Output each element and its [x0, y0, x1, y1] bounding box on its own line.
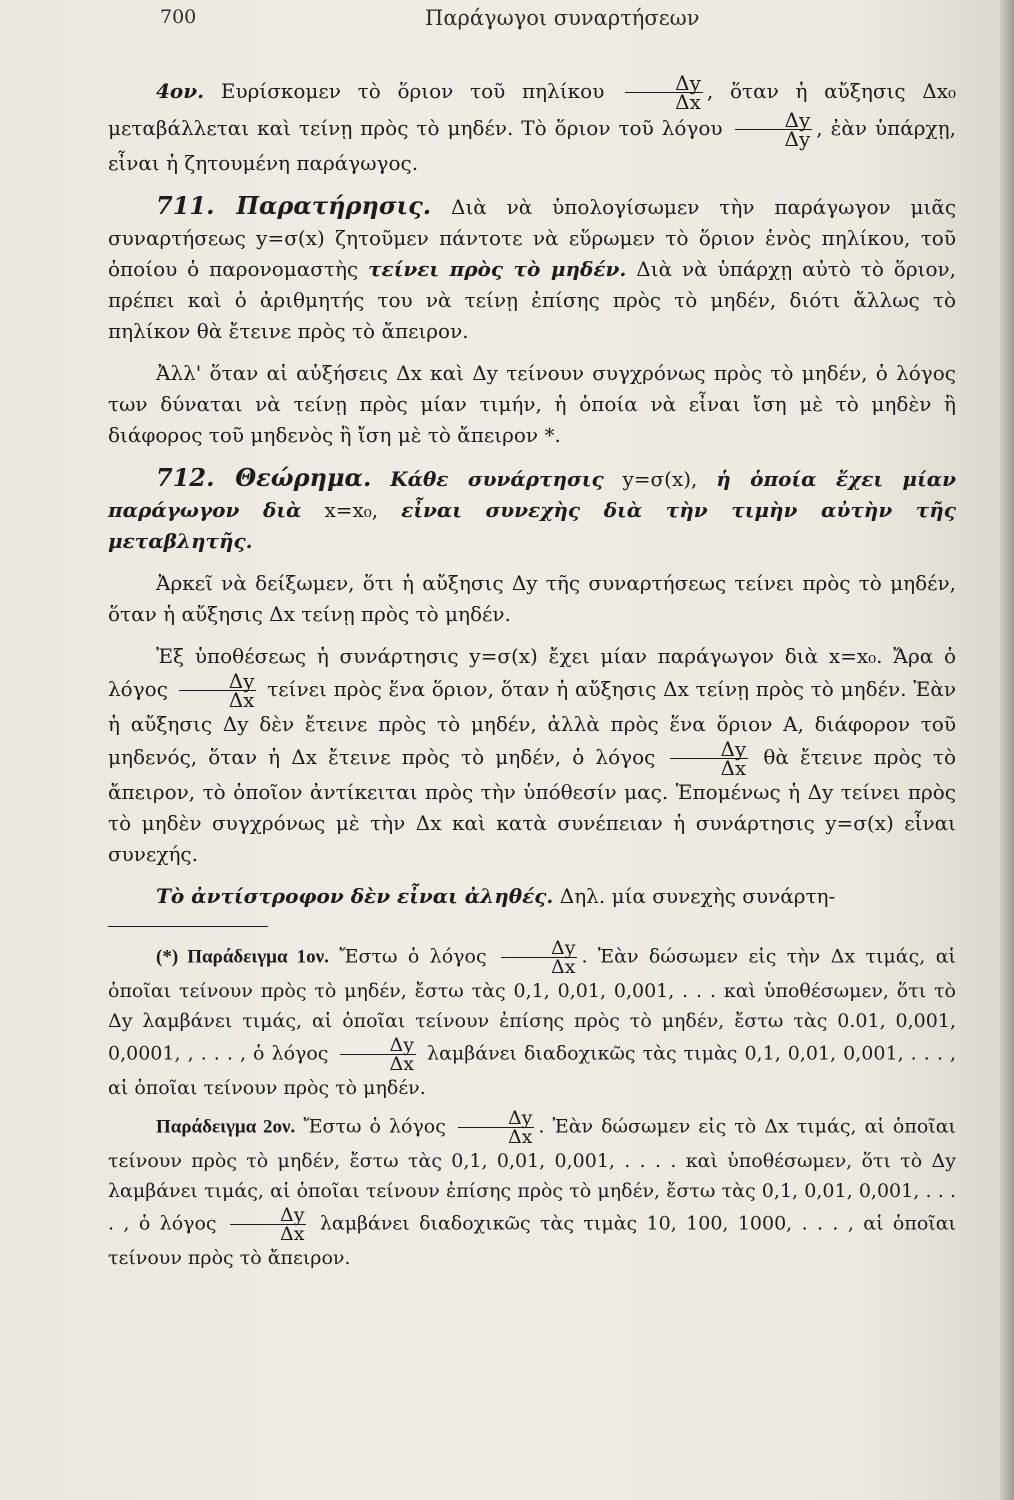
fraction-denominator: Δy — [784, 127, 811, 151]
theorem-statement-1: Κάθε συνάρτησις — [390, 467, 604, 491]
section-712-title: 712. Θεώρημα. — [156, 463, 372, 492]
proof-text-c: θὰ ἔτεινε πρὸς τὸ ἄπειρον, τὸ ὁποῖον ἀντίκειται πρὸς τὴν ὑπόθεσίν μας. Ἑπομένως ἡ Δy τείνει πρὸς τὸ μηδὲν συγχρόνως μὲ τὴν Δx καὶ κατὰ συνέπειαν ἡ συνάρτησις y=σ(x) εἶναι συνεχής. — [108, 745, 957, 866]
fraction — [625, 71, 703, 114]
proof-text-b: τείνει πρὸς ἕνα ὅριον, ὅταν ἡ αὔξησις Δx τείνῃ πρὸς τὸ μηδέν. Ἐὰν ἡ αὔξησις Δy δὲν ἔτεινε πρὸς τὸ μηδέν, ἀλλὰ πρὸς ἕνα ὅριον A, διάφορον τοῦ μηδενός, ὅταν ἡ Δx ἔτεινε πρὸς τὸ μηδέν, ὁ λόγος — [108, 677, 956, 769]
converse-paragraph — [108, 881, 956, 912]
theorem-statement-5: εἶναι συνεχὴς διὰ τὴν τιμὴν αὐτὴν τῆς μεταβλητῆς. — [108, 498, 956, 553]
remark-711 — [108, 190, 956, 347]
fraction — [340, 1036, 416, 1073]
example-1-text-b: . Ἐὰν δώσωμεν εἰς τὴν Δx τιμάς, αἱ ὁποῖαι τείνουν πρὸς τὸ μηδέν, ἔστω τὰς 0,1, 0,01, 0,001, . . . καὶ ὑποθέσωμεν, ὅτι τὸ Δy λαμβάνει τιμάς, αἱ ὁποῖαι τείνουν ἐπίσης πρὸς τὸ μηδέν, ἔστω τὰς 0.01, 0,001, 0,0001, , . . . , ὁ λόγος — [108, 945, 956, 1065]
converse-text: Δηλ. μία συνεχὴς συνάρτη- — [559, 884, 836, 908]
example-1-label: (*) Παράδειγμα 1ον. — [156, 946, 329, 968]
example-2-text-b: . Ἐὰν δώσωμεν εἰς τὸ Δx τιμάς, αἱ ὁποῖαι τείνουν πρὸς τὸ μηδέν, ἔστω τὰς 0,1, 0,01, 0,001, . . . . καὶ ὑποθέσωμεν, ὅτι τὸ Δy λαμβάνει τιμάς, αἱ ὁποῖαι τείνουν ἐπίσης πρὸς τὸ μηδέν, ἔστω τὰς 0,1, 0,01, 0,001, . . . . , ὁ λόγος — [108, 1115, 956, 1235]
fraction — [179, 669, 257, 712]
theorem-712 — [108, 462, 956, 557]
step-4-paragraph — [108, 71, 956, 179]
fraction — [501, 939, 577, 976]
example-2-label: Παράδειγμα 2ον. — [156, 1116, 296, 1138]
fraction — [458, 1109, 534, 1146]
fraction — [670, 737, 748, 780]
remark-text-a: Διὰ νὰ ὑπολογίσωμεν τὴν παράγωγον μιᾶς συναρτήσεως y=σ(x) ζητοῦμεν πάντοτε νὰ εὕρωμεν τὸ ὅριον ἑνὸς πηλίκου, τοῦ ὁποίου ὁ παρονομαστὴς — [108, 195, 957, 281]
remark-711-continued: Ἀλλ' ὅταν αἱ αὐξήσεις Δx καὶ Δy τείνουν συγχρόνως πρὸς τὸ μηδέν, ὁ λόγος των δύναται νὰ τείνῃ πρὸς μίαν τιμήν, ἡ ὁποία νὰ εἶναι ἴση μὲ τὸ μηδὲν ἢ διάφορος τοῦ μηδενὸς ἢ ἴση μὲ τὸ ἄπειρον *. — [108, 361, 956, 447]
footnote-example-1 — [108, 939, 956, 1103]
fraction-denominator: Δx — [507, 1126, 533, 1148]
example-1-text-c: λαμβάνει διαδοχικῶς τὰς τιμὰς 0,1, 0,01, 0,001, . . . , αἱ ὁποῖαι τείνουν πρὸς τὸ μηδέν. — [108, 1042, 956, 1099]
fraction-denominator: Δx — [720, 756, 747, 780]
fraction-numerator: Δy — [230, 1206, 306, 1225]
step-label: 4ον. — [156, 79, 205, 103]
fraction-numerator: Δy — [625, 74, 703, 93]
running-title: Παράγωγοι συναρτήσεων — [425, 6, 700, 30]
step-text-a: Ευρίσκομεν τὸ ὅριον τοῦ πηλίκου — [220, 79, 605, 103]
fraction-numerator: Δy — [670, 740, 748, 759]
converse-emphasis: Τὸ ἀντίστροφον δὲν εἶναι ἀληθές. — [156, 884, 554, 908]
fraction-denominator: Δx — [279, 1223, 305, 1245]
page-number: 700 — [160, 6, 197, 28]
theorem-statement-3: ἡ ὁποία ἔχει μίαν παράγωγον διὰ — [108, 467, 957, 522]
fraction-denominator: Δx — [228, 688, 255, 712]
fraction-numerator: Δy — [735, 111, 813, 130]
example-2-text-a: Ἔστω ὁ λόγος — [303, 1115, 446, 1138]
fraction-numerator: Δy — [458, 1109, 534, 1128]
page-edge-shadow — [1000, 0, 1014, 1500]
proof-text-a: Ἐξ ὑποθέσεως ἡ συνάρτησις y=σ(x) ἔχει μίαν παράγωγον διὰ x=x₀. Ἄρα ὁ λόγος — [108, 644, 956, 701]
example-2-text-c: λαμβάνει διαδοχικῶς τὰς τιμὰς 10, 100, 1000, . . . , αἱ ὁποῖαι τείνουν πρὸς τὸ ἄπειρον. — [108, 1212, 957, 1269]
proof-paragraph-1: Ἀρκεῖ νὰ δείξωμεν, ὅτι ἡ αὔξησις Δy τῆς συναρτήσεως τείνει πρὸς τὸ μηδέν, ὅταν ἡ αὔξησις Δx τείνῃ πρὸς τὸ μηδέν. — [108, 571, 956, 626]
footnote-example-2 — [108, 1109, 956, 1273]
footnote-divider — [108, 926, 268, 927]
fraction — [230, 1206, 306, 1243]
fraction-numerator: Δy — [501, 939, 577, 958]
fraction-numerator: Δy — [340, 1036, 416, 1055]
remark-text-b: Διὰ νὰ ὑπάρχῃ αὐτὸ τὸ ὅριον, πρέπει καὶ ὁ ἀριθμητής του νὰ τείνῃ ἐπίσης πρὸς τὸ μηδέν, διότι ἄλλως τὸ πηλίκον θὰ ἔτεινε πρὸς τὸ ἄπειρον. — [108, 257, 957, 343]
theorem-statement-4: x=x₀, — [324, 498, 379, 522]
section-711-title: 711. Παρατήρησις. — [156, 191, 432, 220]
step-text-b: , ὅταν ἡ αὔξησις Δx₀ μεταβάλλεται καὶ τείνῃ πρὸς τὸ μηδέν. Τὸ ὅριον τοῦ λόγου — [108, 79, 956, 140]
step-text-c: , ἐὰν ὑπάρχῃ, εἶναι ἡ ζητουμένη παράγωγος. — [108, 116, 956, 175]
remark-emphasis: τείνει πρὸς τὸ μηδέν. — [368, 257, 627, 281]
body-text — [108, 71, 957, 1279]
fraction-numerator: Δy — [179, 672, 257, 691]
proof-paragraph-2 — [108, 641, 956, 870]
fraction-denominator: Δx — [389, 1053, 414, 1075]
fraction-denominator: Δx — [551, 956, 576, 978]
example-1-text-a: Ἔστω ὁ λόγος — [339, 945, 487, 968]
fraction — [735, 108, 813, 151]
theorem-statement-2: y=σ(x), — [622, 467, 698, 491]
fraction-denominator: Δx — [675, 90, 701, 114]
